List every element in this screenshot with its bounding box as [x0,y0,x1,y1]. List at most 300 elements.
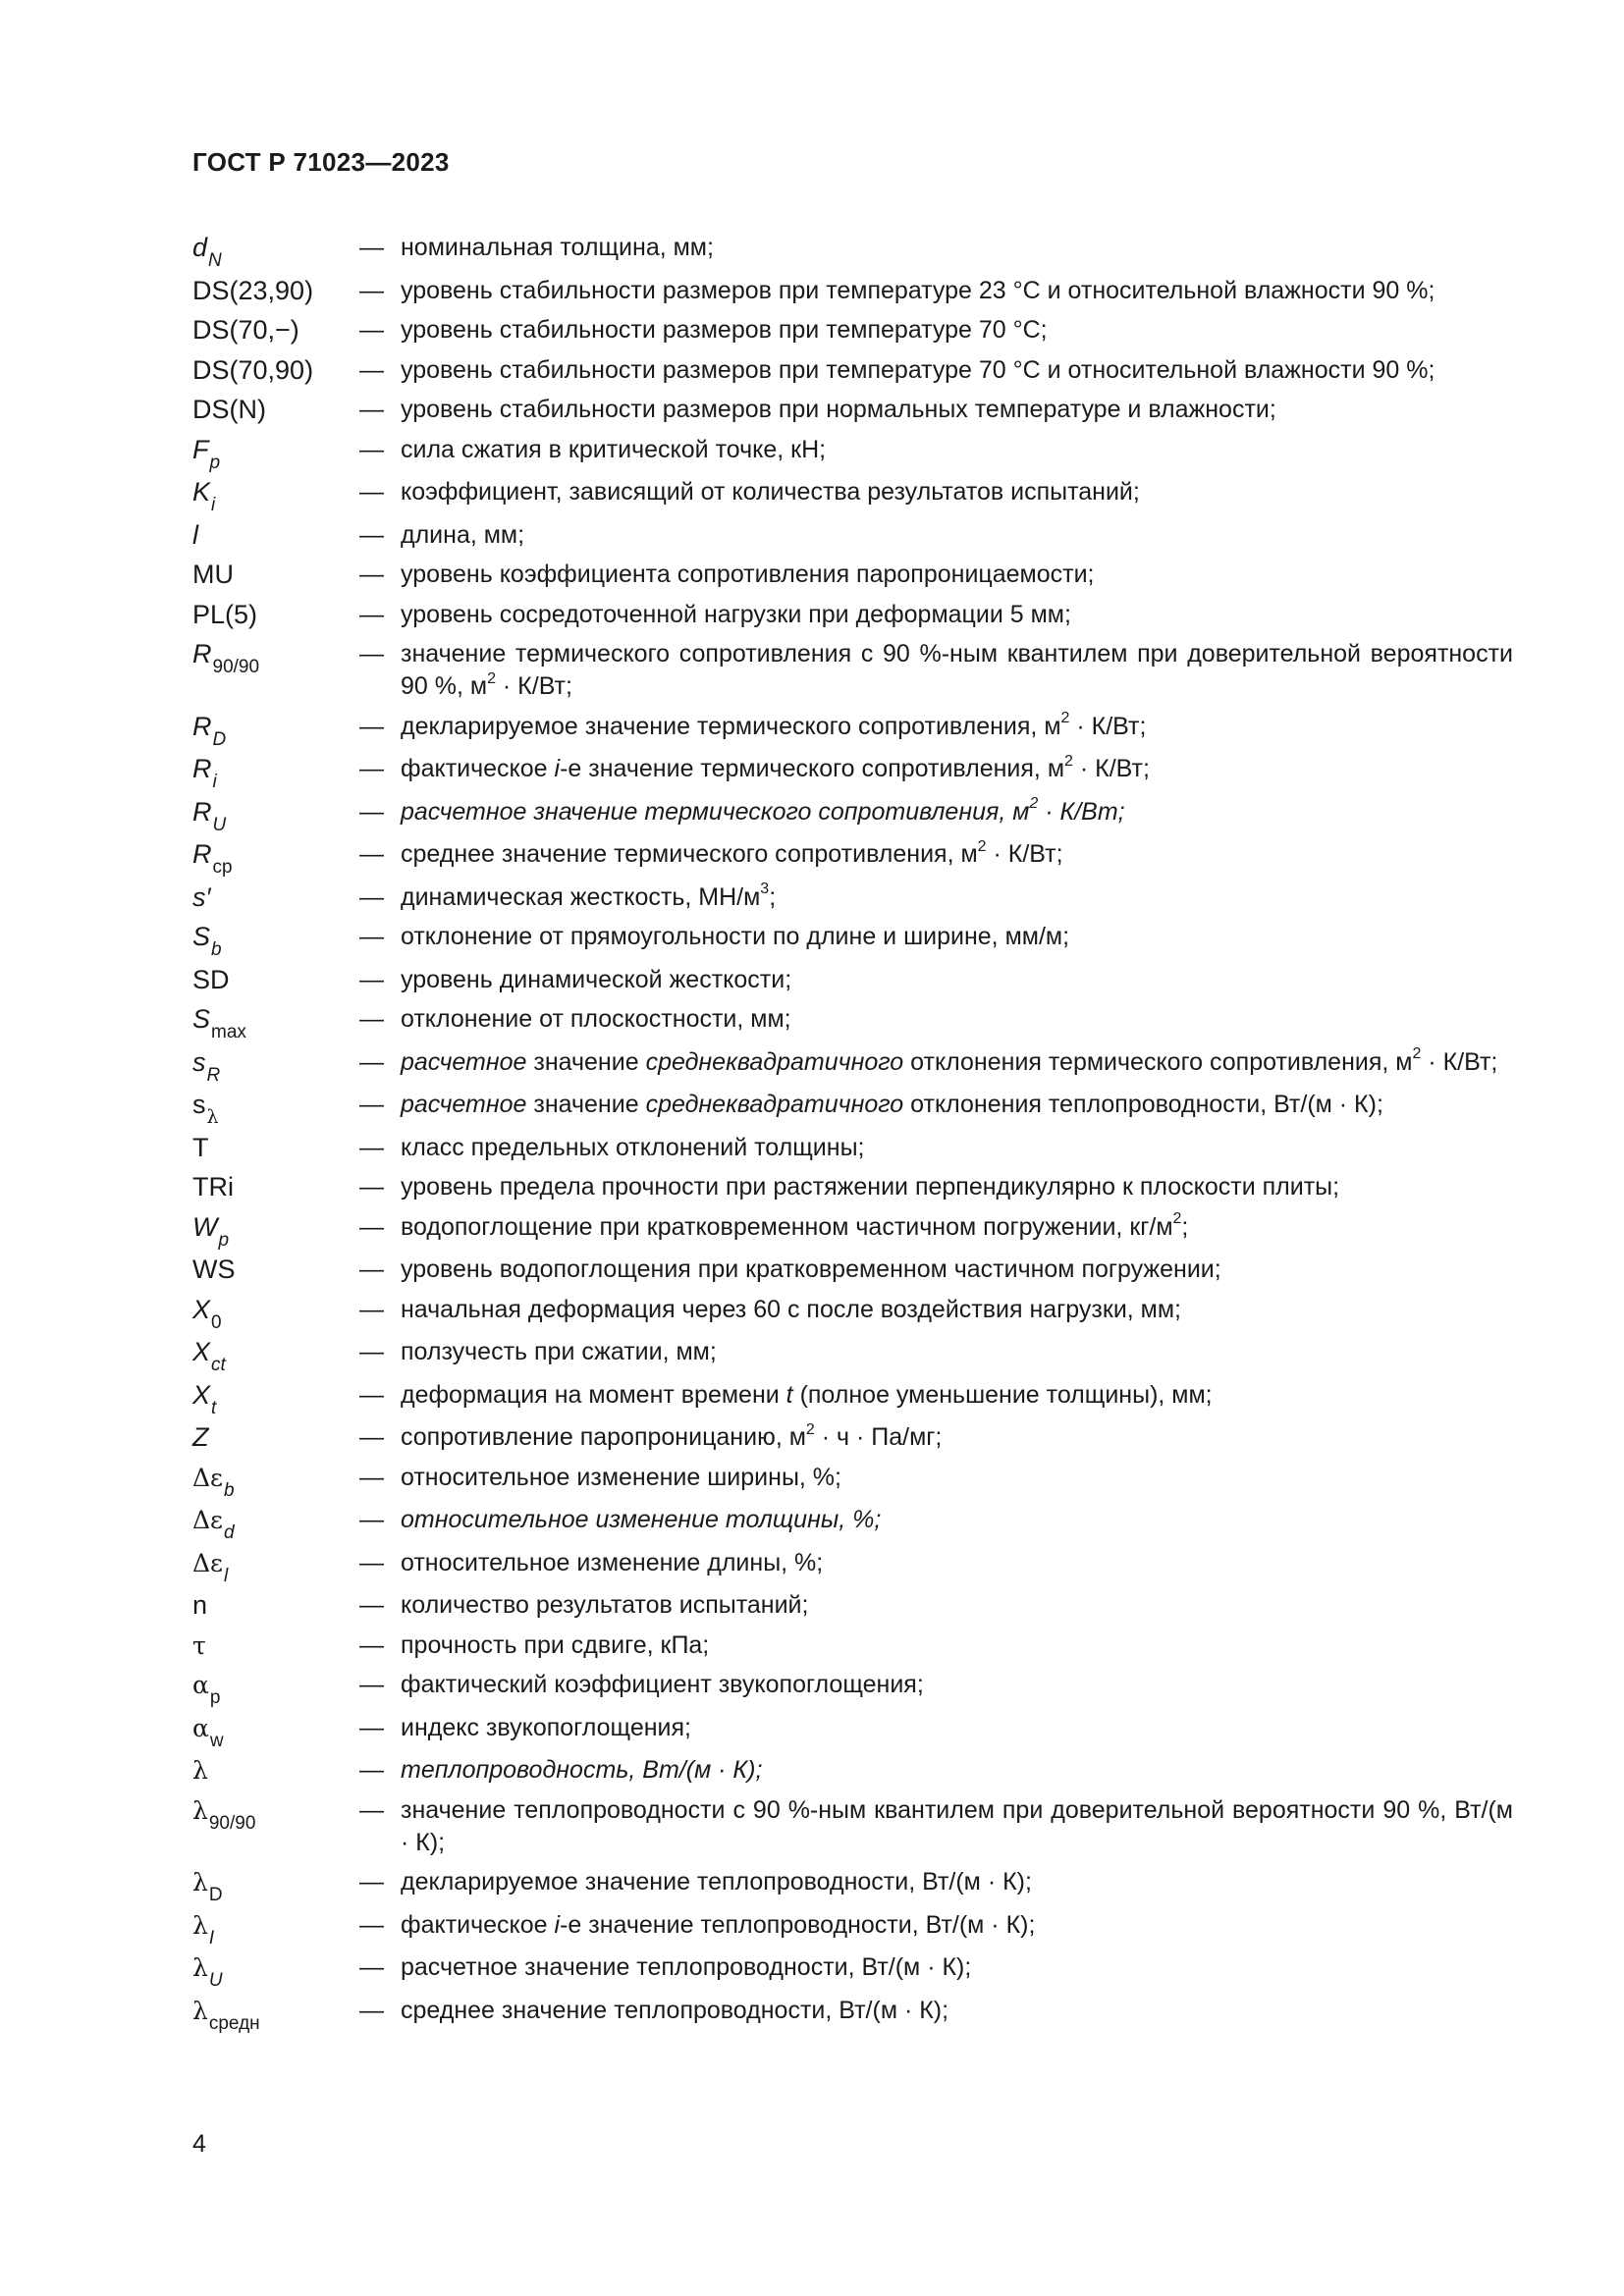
symbol-base: WS [192,1255,236,1284]
symbol-row [192,599,1513,631]
symbol-row [192,1336,1513,1375]
desc-text: -е значение теплопроводности, Вт/(м · К); [560,1910,1036,1939]
desc-text: относительное изменение длины, %; [401,1548,824,1576]
symbol-subscript: средн [208,2012,260,2034]
symbol-base: K [192,477,211,507]
symbol-description [401,1336,1513,1368]
symbol-row [192,559,1513,591]
desc-text: количество результатов испытаний; [401,1591,809,1619]
symbol-row [192,1909,1513,1949]
desc-text: индекс звукопоглощения; [401,1713,691,1741]
symbol-subscript: ср [212,857,233,878]
desc-text: · К/Вт; [1072,755,1150,782]
em-dash: — [359,1091,384,1118]
em-dash: — [359,1868,384,1896]
em-dash: — [359,1380,384,1409]
symbol-description [401,1669,1513,1701]
symbol-description [401,559,1513,591]
symbol-description [401,1294,1513,1326]
symbol-row [192,1589,1513,1622]
em-dash: — [359,1047,384,1076]
desc-text: -е значение термического сопротивления, м [560,755,1065,782]
desc-text: расчетное значение теплопроводности, Вт/(м · К); [401,1953,972,1981]
symbol-notation [192,881,359,914]
em-dash: — [359,600,384,628]
symbol-notation [192,1171,359,1203]
symbol-base: Z [192,1422,209,1452]
desc-superscript: 2 [1172,1210,1182,1228]
symbol-base: Δε [192,1506,224,1534]
symbol-base: X [192,1379,211,1410]
symbol-row [192,752,1513,792]
em-dash: — [359,1506,384,1533]
symbol-base: DS(N) [192,395,266,424]
symbol-subscript: p [209,452,221,473]
symbol-notation [192,1046,359,1086]
symbol-base: DS(23,90) [192,275,314,305]
desc-text: ползучесть при сжатии, мм; [401,1338,717,1365]
symbol-description [401,1547,1513,1579]
symbol-subscript: b [224,1479,235,1501]
symbol-row [192,232,1513,271]
em-dash: — [359,1295,384,1323]
symbol-row [192,519,1513,552]
desc-text: уровень стабильности размеров при температуре 23 °С и относительной влажности 90 %; [401,276,1435,304]
symbol-description [401,638,1513,703]
symbol-notation [192,1995,359,2034]
symbol-notation [192,1254,359,1286]
desc-text: значение термического сопротивления с 90 %-ным квантилем при доверительной вероятности 90 %, м [401,640,1513,700]
symbol-notation [192,232,359,271]
desc-superscript: 2 [1029,795,1039,813]
symbol-row [192,1379,1513,1418]
symbol-base: λ [192,1795,208,1825]
symbol-row [192,1045,1513,1086]
desc-text: отклонения теплопроводности, Вт/(м · К); [903,1091,1383,1118]
symbol-subscript: D [212,728,227,750]
desc-text: значение теплопроводности с 90 %-ным квантилем при доверительной вероятности 90 %, Вт/(м · К); [401,1795,1513,1856]
symbol-description [401,1754,1513,1787]
symbol-notation [192,1866,359,1905]
desc-text: значение [526,1091,646,1118]
symbol-subscript: N [208,250,222,271]
em-dash: — [359,1630,384,1659]
symbol-notation [192,1379,359,1418]
symbol-row [192,1629,1513,1662]
symbol-description [401,275,1513,307]
symbol-notation [192,638,359,677]
desc-text: относительное изменение толщины, %; [401,1506,882,1533]
symbol-row [192,1132,1513,1164]
symbol-description [401,1589,1513,1622]
symbol-row [192,881,1513,914]
desc-text: · ч · Па/мг; [814,1423,943,1451]
em-dash: — [359,478,384,506]
symbol-subscript: R [206,1064,221,1086]
desc-emphasis: расчетное [401,1047,527,1076]
desc-text: уровень сосредоточенной нагрузки при деформации 5 мм; [401,600,1071,628]
symbol-base: λ [192,1756,208,1785]
symbol-notation [192,559,359,591]
em-dash: — [359,965,384,993]
symbol-subscript: t [211,1397,217,1418]
em-dash: — [359,355,384,384]
symbol-row [192,1669,1513,1708]
symbol-subscript: p [209,1687,221,1708]
desc-text: среднее значение теплопроводности, Вт/(м · К); [401,1996,949,2024]
desc-superscript: 2 [805,1420,815,1438]
em-dash: — [359,520,384,549]
symbol-row [192,1462,1513,1501]
em-dash: — [359,1423,384,1451]
symbol-notation [192,394,359,426]
symbol-description [401,354,1513,387]
desc-superscript: 3 [760,881,770,898]
desc-text: ; [769,882,777,911]
em-dash: — [359,1133,384,1161]
em-dash: — [359,1212,384,1241]
symbol-notation [192,1294,359,1333]
symbol-description [401,1171,1513,1203]
symbol-base: R [192,711,212,741]
em-dash: — [359,1338,384,1365]
em-dash: — [359,234,384,261]
symbol-description [401,1995,1513,2027]
desc-emphasis: t [785,1380,793,1409]
desc-text: уровень динамической жесткости; [401,965,792,993]
symbol-notation [192,1794,359,1834]
em-dash: — [359,1953,384,1981]
symbol-description [401,964,1513,996]
symbol-base: T [192,1132,209,1162]
symbol-subscript: I [208,1927,215,1949]
symbol-notation [192,838,359,878]
symbol-subscript: max [211,1022,246,1042]
symbol-description [401,434,1513,466]
symbol-base: Δε [192,1548,224,1577]
symbol-subscript: ct [211,1355,226,1375]
symbol-row [192,1421,1513,1454]
desc-text: длина, мм; [401,520,525,549]
em-dash: — [359,1910,384,1939]
symbol-row [192,638,1513,703]
symbol-row [192,1712,1513,1751]
symbol-base: α [192,1713,209,1742]
symbol-row [192,795,1513,835]
symbol-base: R [192,796,212,827]
desc-text: уровень стабильности размеров при температуре 70 °С и относительной влажности 90 %; [401,355,1435,384]
symbol-notation [192,1089,359,1128]
symbol-row [192,1171,1513,1203]
desc-text: расчетное значение термического сопротивления, м [401,797,1030,826]
symbol-description [401,1712,1513,1744]
symbol-notation [192,1629,359,1662]
desc-text: значение [526,1047,646,1076]
symbol-list [192,232,1513,2037]
desc-emphasis: среднеквадратичного [645,1047,904,1076]
symbol-description [401,314,1513,347]
symbol-notation [192,1589,359,1622]
desc-text: среднее значение термического сопротивления, м [401,840,978,868]
symbol-base: X [192,1337,211,1366]
symbol-row [192,1254,1513,1286]
symbol-subscript: d [224,1522,235,1543]
document-header: ГОСТ Р 71023—2023 [192,147,450,177]
symbol-description [401,1003,1513,1036]
desc-text: начальная деформация через 60 с после воздействия нагрузки, мм; [401,1295,1181,1323]
symbol-base: TRi [192,1172,234,1201]
em-dash: — [359,276,384,304]
desc-emphasis: i [554,755,561,782]
symbol-notation [192,519,359,552]
desc-text: фактическое [401,1910,555,1939]
desc-text: номинальная толщина, мм; [401,234,714,261]
symbol-row [192,1294,1513,1333]
symbol-base: α [192,1671,209,1699]
symbol-description [401,711,1513,743]
symbol-row [192,1995,1513,2034]
desc-text: · К/Вт; [1421,1047,1498,1076]
symbol-row [192,1089,1513,1128]
symbol-notation [192,1547,359,1586]
desc-text: отклонения термического сопротивления, м [903,1047,1413,1076]
em-dash: — [359,1713,384,1741]
symbol-base: PL(5) [192,599,258,629]
em-dash: — [359,1996,384,2024]
symbol-description [401,1379,1513,1412]
symbol-notation [192,1712,359,1751]
symbol-base: MU [192,560,234,589]
symbol-base: s [192,1046,206,1077]
em-dash: — [359,1671,384,1698]
symbol-subscript: D [208,1885,223,1905]
symbol-subscript: 90/90 [208,1812,256,1834]
em-dash: — [359,1255,384,1283]
desc-text: фактический коэффициент звукопоглощения; [401,1671,924,1698]
em-dash: — [359,1548,384,1576]
em-dash: — [359,316,384,344]
symbol-notation [192,354,359,387]
symbol-notation [192,275,359,307]
desc-text: прочность при сдвиге, кПа; [401,1630,710,1659]
symbol-row [192,314,1513,347]
symbol-notation [192,434,359,473]
symbol-notation [192,1211,359,1251]
symbol-subscript: b [211,939,222,960]
symbol-base: λ [192,1996,208,2025]
symbol-notation [192,796,359,835]
symbol-notation [192,599,359,631]
desc-text: уровень коэффициента сопротивления паропроницаемости; [401,561,1095,588]
desc-emphasis: расчетное [401,1091,527,1118]
symbol-subscript: p [218,1229,230,1251]
desc-superscript: 2 [1412,1045,1422,1063]
symbol-base: λ [192,1868,208,1896]
em-dash: — [359,923,384,950]
symbol-row [192,354,1513,387]
symbol-base: SD [192,964,230,994]
symbol-description [401,519,1513,552]
symbol-description [401,1866,1513,1898]
em-dash: — [359,712,384,740]
symbol-base: R [192,754,212,783]
em-dash: — [359,435,384,463]
symbol-subscript: λ [206,1106,219,1128]
symbol-row [192,275,1513,307]
desc-text: отклонение от прямоугольности по длине и ширине, мм/м; [401,923,1070,950]
symbol-base: s′ [192,881,211,912]
desc-text: фактическое [401,755,555,782]
symbol-description [401,881,1513,914]
symbol-base: S [192,922,211,951]
symbol-description [401,1794,1513,1859]
desc-text: ; [1181,1212,1189,1241]
symbol-description [401,796,1513,828]
symbol-notation [192,921,359,960]
em-dash: — [359,1795,384,1824]
symbol-notation [192,964,359,996]
desc-text: · К/Вт; [495,672,572,700]
symbol-subscript: 0 [211,1311,222,1333]
desc-text: динамическая жесткость, МН/м [401,882,761,911]
symbol-row [192,921,1513,960]
symbol-base: F [192,434,209,464]
desc-superscript: 2 [1064,752,1073,770]
symbol-description [401,1951,1513,1984]
em-dash: — [359,840,384,868]
symbol-description [401,599,1513,631]
symbol-notation [192,1462,359,1501]
desc-text: · К/Вт; [1069,712,1147,740]
desc-superscript: 2 [487,669,496,687]
symbol-row [192,434,1513,473]
symbol-subscript: i [212,772,217,792]
symbol-notation [192,1336,359,1375]
em-dash: — [359,396,384,423]
symbol-notation [192,753,359,792]
symbol-notation [192,1132,359,1164]
symbol-row [192,1951,1513,1991]
symbol-subscript: i [211,495,216,515]
desc-text: сопротивление паропроницанию, м [401,1423,806,1451]
symbol-row [192,837,1513,878]
symbol-row [192,394,1513,426]
symbol-subscript: U [212,814,227,835]
desc-text: (полное уменьшение толщины), мм; [792,1380,1213,1409]
symbol-row [192,1866,1513,1905]
symbol-description [401,1909,1513,1942]
symbol-base: λ [192,1953,208,1982]
em-dash: — [359,1756,384,1784]
desc-superscript: 2 [977,837,987,855]
symbol-description [401,1504,1513,1536]
symbol-notation [192,314,359,347]
symbol-row [192,710,1513,750]
desc-text: относительное изменение ширины, %; [401,1463,841,1491]
em-dash: — [359,1463,384,1491]
symbol-description [401,1462,1513,1494]
symbol-notation [192,1669,359,1708]
symbol-notation [192,1421,359,1454]
symbol-base: τ [192,1630,206,1660]
symbol-row [192,1210,1513,1251]
desc-text: уровень стабильности размеров при температуре 70 °С; [401,316,1048,344]
symbol-base: d [192,233,208,262]
symbol-base: W [192,1211,218,1242]
symbol-notation [192,1951,359,1991]
symbol-description [401,838,1513,871]
symbol-base: DS(70,−) [192,315,299,345]
desc-superscript: 2 [1060,710,1070,727]
symbol-row [192,1504,1513,1543]
symbol-description [401,476,1513,508]
symbol-base: n [192,1590,208,1620]
em-dash: — [359,1005,384,1033]
em-dash: — [359,755,384,782]
symbol-description [401,1254,1513,1286]
symbol-base: Δε [192,1463,224,1492]
desc-text: · К/Вт; [1038,797,1125,826]
symbol-base: R [192,839,212,869]
em-dash: — [359,1591,384,1619]
desc-emphasis: i [554,1910,561,1939]
em-dash: — [359,1173,384,1201]
symbol-notation [192,711,359,750]
symbol-subscript: l [224,1565,229,1586]
symbol-notation [192,1754,359,1787]
symbol-description [401,394,1513,426]
desc-text: водопоглощение при кратковременном частичном погружении, кг/м [401,1212,1173,1241]
symbol-description [401,753,1513,785]
symbol-row [192,964,1513,996]
symbol-description [401,921,1513,953]
desc-text: деформация на момент времени [401,1380,786,1409]
symbol-base: R [192,639,212,668]
em-dash: — [359,561,384,588]
desc-text: сила сжатия в критической точке, кН; [401,435,827,463]
symbol-description [401,1421,1513,1454]
em-dash: — [359,640,384,667]
desc-text: декларируемое значение термического сопротивления, м [401,712,1061,740]
desc-text: декларируемое значение теплопроводности, Вт/(м · К); [401,1868,1032,1896]
desc-text: отклонение от плоскостности, мм; [401,1005,791,1033]
symbol-notation [192,1504,359,1543]
desc-text: уровень предела прочности при растяжении перпендикулярно к плоскости плиты; [401,1173,1340,1201]
symbol-base: S [192,1004,211,1034]
page-number: 4 [192,2130,206,2158]
symbol-description [401,1211,1513,1244]
symbol-description [401,1089,1513,1121]
symbol-base: λ [192,1910,208,1940]
desc-text: уровень стабильности размеров при нормальных температуре и влажности; [401,396,1276,423]
desc-text: · К/Вт; [986,840,1063,868]
symbol-description [401,232,1513,264]
symbol-row [192,476,1513,515]
symbol-subscript: U [208,1970,223,1991]
desc-text: уровень водопоглощения при кратковременном частичном погружении; [401,1255,1221,1283]
symbol-row [192,1794,1513,1859]
symbol-base: s [192,1090,206,1119]
symbol-notation [192,476,359,515]
em-dash: — [359,882,384,911]
desc-text: теплопроводность, Вт/(м · К); [401,1756,763,1784]
symbol-subscript: 90/90 [212,657,260,677]
desc-emphasis: среднеквадратичного [645,1091,904,1118]
symbol-subscript: w [209,1730,224,1751]
symbol-base: DS(70,90) [192,354,314,385]
desc-text: коэффициент, зависящий от количества результатов испытаний; [401,478,1140,506]
symbol-row [192,1547,1513,1586]
